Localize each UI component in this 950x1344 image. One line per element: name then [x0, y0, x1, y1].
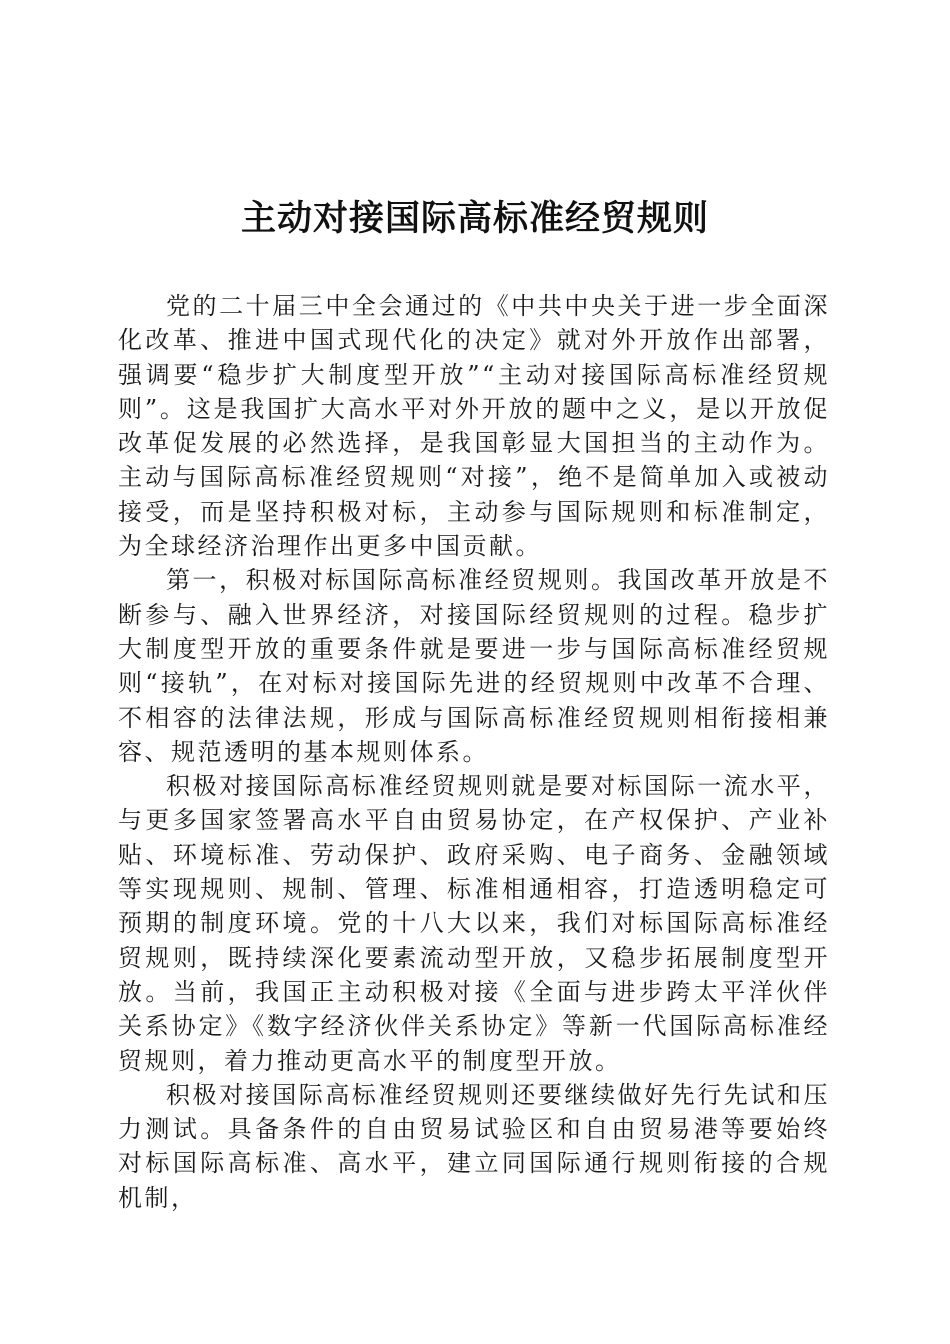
paragraph-benchmarking: 积极对接国际高标准经贸规则就是要对标国际一流水平，与更多国家签署高水平自由贸易协定，在产权保护、产业补贴、环境标准、劳动保护、政府采购、电子商务、金融领域等实现规则、规制、管理、标准相通相容，打造透明稳定可预期的制度环境。党的十八大以来，我们对标国际高标准经贸规则，既持续深化要素流动型开放，又稳步拓展制度型开放。当前，我国正主动积极对接《全面与进步跨太平洋伙伴关系协定》《数字经济伙伴关系协定》等新一代国际高标准经贸规则，着力推动更高水平的制度型开放。 [118, 772, 830, 1075]
paragraph-first-point: 第一，积极对标国际高标准经贸规则。我国改革开放是不断参与、融入世界经济，对接国际经贸规则的过程。稳步扩大制度型开放的重要条件就是要进一步与国际高标准经贸规则“接轨”，在对标对接国际先进的经贸规则中改革不合理、不相容的法律法规，形成与国际高标准经贸规则相衔接相兼容、规范透明的基本规则体系。 [118, 566, 830, 766]
document-title: 主动对接国际高标准经贸规则 [240, 198, 709, 239]
paragraph-intro: 党的二十届三中全会通过的《中共中央关于进一步全面深化改革、推进中国式现代化的决定》就对外开放作出部署，强调要“稳步扩大制度型开放”“主动对接国际高标准经贸规则”。这是我国扩大高水平对外开放的题中之义，是以开放促改革促发展的必然选择，是我国彰显大国担当的主动作为。主动与国际高标准经贸规则“对接”，绝不是简单加入或被动接受，而是坚持积极对标，主动参与国际规则和标准制定，为全球经济治理作出更多中国贡献。 [118, 292, 830, 561]
document-body [118, 289, 830, 1215]
paragraph-pilot-testing: 积极对接国际高标准经贸规则还要继续做好先行先试和压力测试。具备条件的自由贸易试验区和自由贸易港等要始终对标国际高标准、高水平，建立同国际通行规则衔接的合规机制， [118, 1080, 830, 1212]
